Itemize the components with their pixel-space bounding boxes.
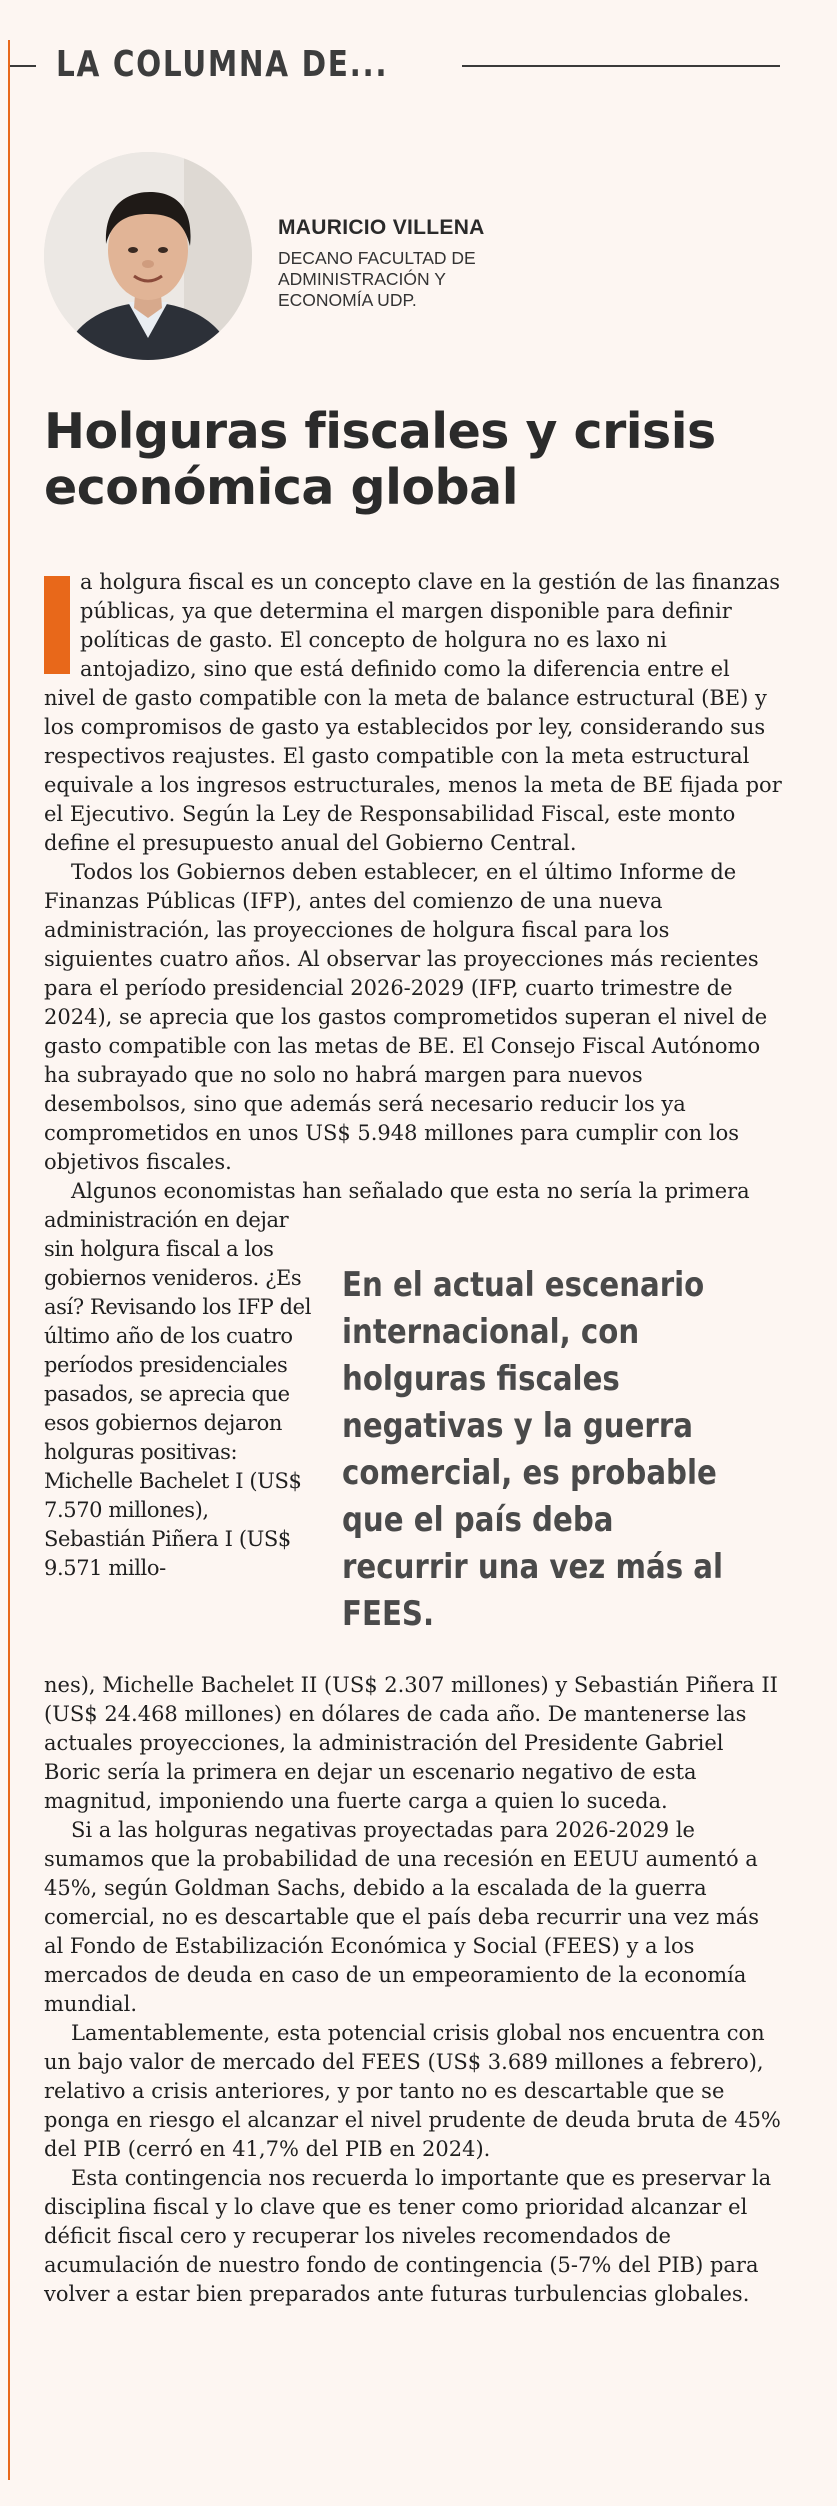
article-body [44, 568, 784, 2309]
article-headline: Holguras fiscales y crisis económica global [44, 403, 716, 516]
paragraph-3-intro: Algunos economistas han señalado que esta no sería la primera [71, 1179, 750, 1203]
section-header [0, 40, 837, 85]
author-portrait-icon [44, 152, 252, 360]
section-title: LA COLUMNA DE... [56, 44, 389, 85]
paragraph-6: Esta contingencia nos recuerda lo importante que es preservar la disciplina fiscal y lo clave que es tener como prioridad alcanzar el déficit fiscal cero y recuperar los niveles recomendados de acumulación de nuestro fondo de contingencia (5-7% del PIB) para volver a estar bien preparados ante futuras turbulencias globales. [44, 2166, 772, 2306]
narrow-text-column [44, 1206, 314, 1583]
paragraph-3-rest: nes), Michelle Bachelet II (US$ 2.307 millones) y Sebastián Piñera II (US$ 24.468 millones) en dólares de cada año. De mantenerse las actuales proyecciones, la administración del Presidente Gabriel Boric sería la primera en dejar un escenario negativo de esta magnitud, imponiendo una fuerte carga a quien lo suceda. [44, 1673, 778, 1813]
paragraph-1: a holgura fiscal es un concepto clave en la gestión de las finanzas públicas, ya que determina el margen disponible para definir políticas de gasto. El concepto de holgura no es laxo ni antojadizo, sino que está definido como la diferencia entre el nivel de gasto compatible con la meta de balance estructural (BE) y los compromisos de gasto ya establecidos por ley, considerando sus respectivos reajustes. El gasto compatible con la meta estructural equivale a los ingresos estructurales, menos la meta de BE fijada por el Ejecutivo. Según la Ley de Responsabilidad Fiscal, este monto define el presupuesto anual del Gobierno Central. [44, 570, 782, 855]
accent-vertical-rule [8, 40, 10, 2480]
paragraph-4: Si a las holguras negativas proyectadas para 2026-2029 le sumamos que la probabilidad de una recesión en EEUU aumentó a 45%, según Goldman Sachs, debido a la escalada de la guerra comercial, no es descartable que el país deba recurrir una vez más al Fondo de Estabilización Económica y Social (FEES) y a los mercados de deuda en caso de un empeoramiento de la economía mundial. [44, 1818, 760, 2016]
paragraph-5: Lamentablemente, esta potencial crisis global nos encuentra con un bajo valor de mercado del FEES (US$ 3.689 millones a febrero), relativo a crisis anteriores, y por tanto no es descartable que se ponga en riesgo el alcanzar el nivel prudente de deuda bruta de 45% del PIB (cerró en 41,7% del PIB en 2024). [44, 2021, 781, 2161]
author-block [44, 152, 784, 372]
author-avatar [44, 152, 252, 360]
drop-cap-letter-l [44, 576, 70, 674]
author-role: DECANO FACULTAD DE ADMINISTRACIÓN Y ECONOMÍA UDP. [278, 248, 476, 310]
author-name: MAURICIO VILLENA [278, 216, 485, 239]
header-divider-left [10, 65, 36, 67]
header-divider-right [462, 65, 780, 67]
paragraph-3-column: administración en dejar sin holgura fiscal a los gobiernos venideros. ¿Es así? Revisando los IFP del último año de los cuatro períodos presidenciales pasados, se aprecia que esos gobiernos dejaron holguras positivas: Michelle Bachelet I (US$ 7.570 millones), Sebastián Piñera I (US$ 9.571 millo- [44, 1208, 312, 1580]
pull-quote: En el actual escenario internacional, con holguras fiscales negativas y la guerra comercial, es probable que el país deba recurrir una vez más al FEES. [342, 1265, 724, 1634]
pull-quote-section [44, 1206, 784, 1671]
paragraph-2: Todos los Gobiernos deben establecer, en el último Informe de Finanzas Públicas (IFP), antes del comienzo de una nueva administración, las proyecciones de holgura fiscal para los siguientes cuatro años. Al observar las proyecciones más recientes para el período presidencial 2026-2029 (IFP, cuarto trimestre de 2024), se aprecia que los gastos comprometidos superan el nivel de gasto compatible con las metas de BE. El Consejo Fiscal Autónomo ha subrayado que no solo no habrá margen para nuevos desembolsos, sino que además será necesario reducir los ya comprometidos en unos US$ 5.948 millones para cumplir con los objetivos fiscales. [44, 860, 768, 1174]
